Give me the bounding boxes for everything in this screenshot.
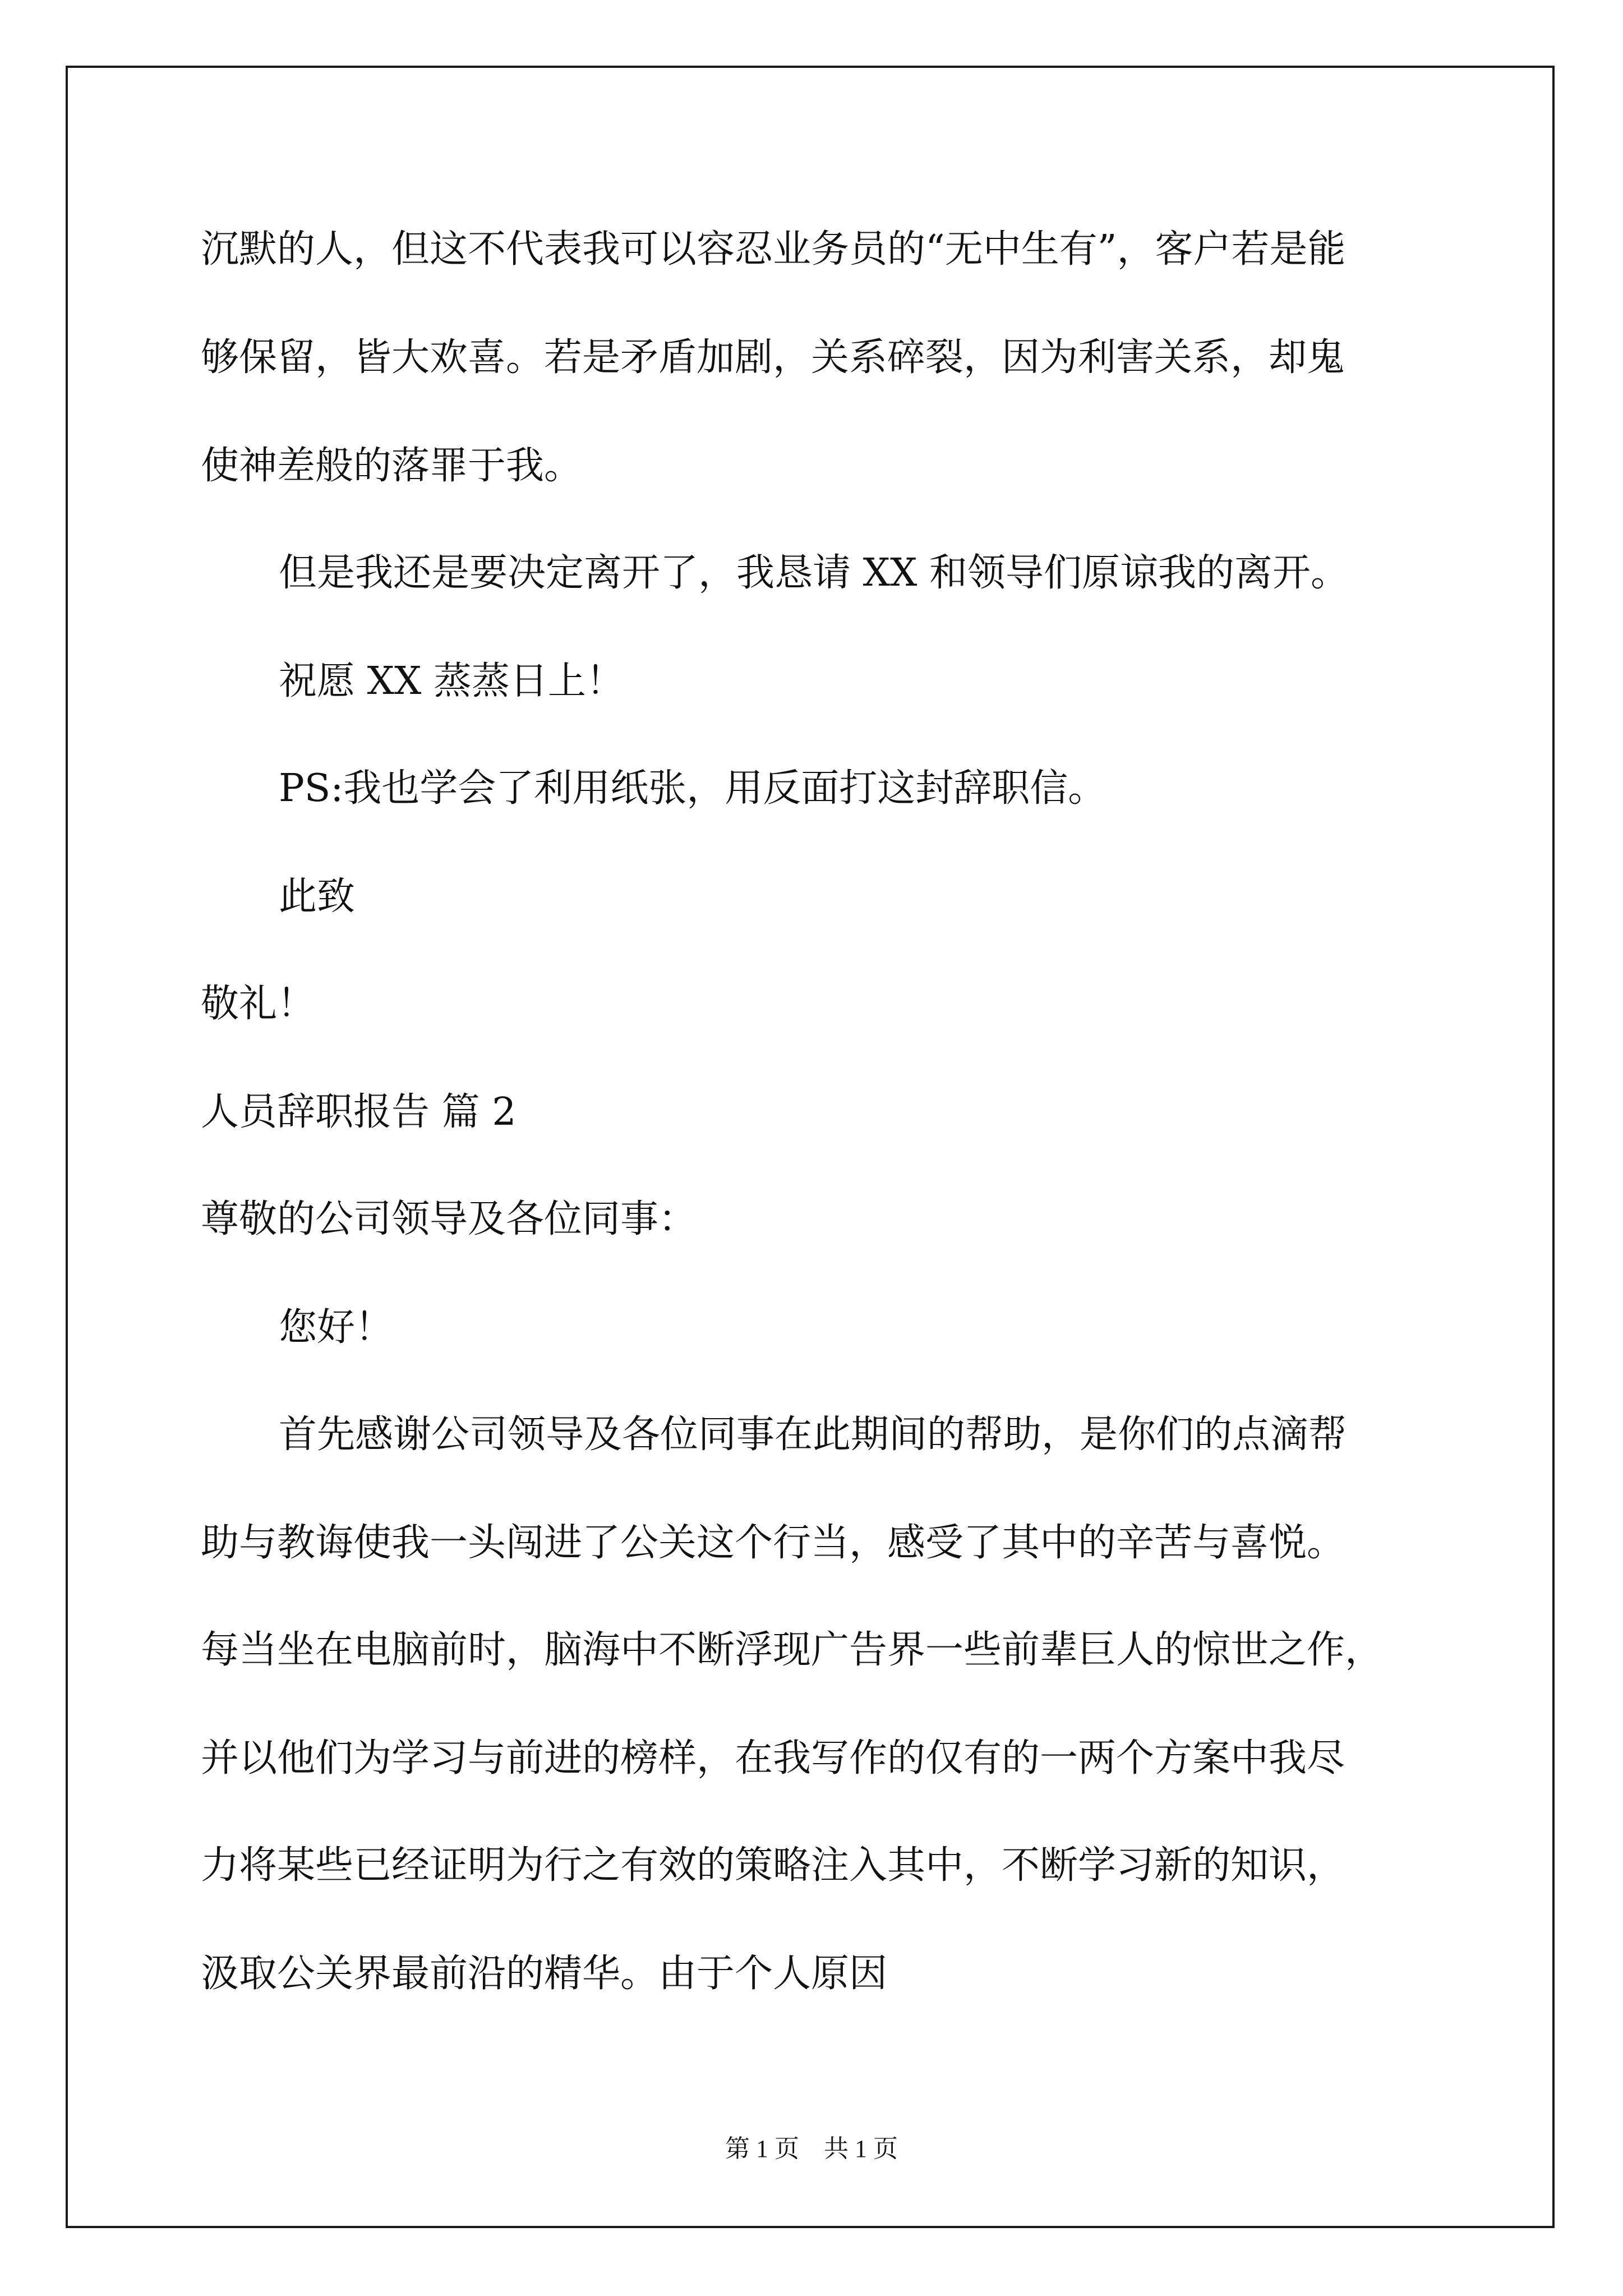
closing-salutation: 此致 — [279, 875, 356, 919]
page-border — [66, 66, 1555, 2228]
letter-greeting: 尊敬的公司领导及各位同事： — [201, 1197, 697, 1241]
body-line-14: 每当坐在电脑前时，脑海中不断浮现广告界一些前辈巨人的惊世之作， — [201, 1628, 1384, 1672]
body-line-17: 汲取公关界最前沿的精华。由于个人原因 — [201, 1952, 888, 1996]
letter-hello: 您好！ — [279, 1305, 394, 1350]
body-line-1: 沉默的人，但这不代表我可以容忍业务员的“无中生有”，客户若是能 — [201, 227, 1346, 272]
body-line-3: 使神差般的落罪于我。 — [201, 444, 583, 488]
body-line-15: 并以他们为学习与前进的榜样，在我写作的仅有的一两个方案中我尽 — [201, 1736, 1345, 1780]
body-line-12: 首先感谢公司领导及各位同事在此期间的帮助，是你们的点滴帮 — [279, 1412, 1347, 1457]
body-line-4: 但是我还是要决定离开了，我恳请 XX 和领导们原谅我的离开。 — [279, 551, 1349, 595]
closing-regards: 敬礼！ — [201, 982, 316, 1026]
body-line-16: 力将某些已经证明为行之有效的策略注入其中，不断学习新的知识， — [201, 1843, 1345, 1888]
section-heading: 人员辞职报告 篇 2 — [201, 1090, 517, 1134]
body-line-2: 够保留，皆大欢喜。若是矛盾加剧，关系碎裂，因为利害关系，却鬼 — [201, 335, 1345, 380]
body-line-6: PS:我也学会了利用纸张，用反面打这封辞职信。 — [279, 766, 1106, 811]
body-line-5: 祝愿 XX 蒸蒸日上！ — [279, 659, 625, 703]
page-footer: 第 1 页 共 1 页 — [725, 2135, 898, 2162]
body-line-13: 助与教诲使我一头闯进了公关这个行当，感受了其中的辛苦与喜悦。 — [201, 1521, 1345, 1565]
